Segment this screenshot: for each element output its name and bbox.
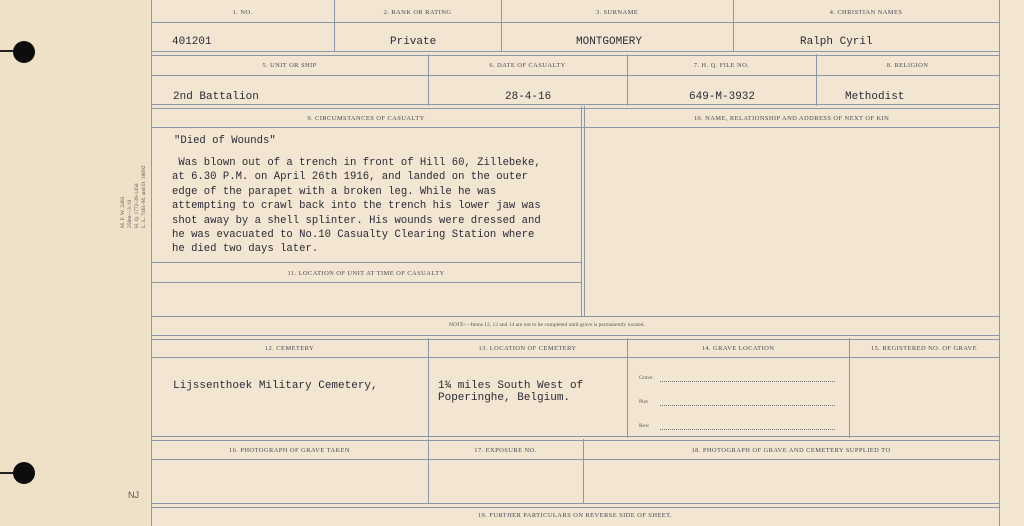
- label-date: 6. DATE OF CASUALTY: [489, 62, 566, 69]
- label-exposure: 17. EXPOSURE NO.: [474, 447, 537, 454]
- label-cemetery: 12. CEMETERY: [264, 345, 315, 352]
- label-registered-no: 15. REGISTERED NO. OF GRAVE: [870, 345, 978, 352]
- divider: [151, 262, 581, 263]
- value-surname: MONTGOMERY: [576, 36, 643, 48]
- punch-hole-bar: [0, 472, 14, 474]
- punch-hole: [13, 462, 35, 484]
- divider: [151, 357, 999, 358]
- grave-dotted-line: [660, 381, 835, 382]
- circumstances-line: shot away by a shell splinter. His wounds were dressed and: [172, 214, 541, 227]
- divider: [627, 338, 628, 438]
- divider: [151, 51, 999, 56]
- label-grave-location: 14. GRAVE LOCATION: [701, 345, 775, 352]
- divider: [849, 338, 850, 438]
- divider: [151, 104, 999, 109]
- value-religion: Methodist: [845, 91, 905, 103]
- divider: [151, 459, 999, 460]
- divider: [151, 503, 999, 508]
- circumstances-heading: "Died of Wounds": [174, 135, 276, 147]
- value-rank: Private: [390, 36, 437, 48]
- value-hq-file: 649-M-3932: [689, 91, 756, 103]
- divider: [501, 0, 502, 52]
- label-unit: 5. UNIT OR SHIP: [262, 62, 317, 69]
- left-margin: [0, 0, 150, 526]
- value-unit: 2nd Battalion: [173, 91, 259, 103]
- note-text: NOTE:—Items 12, 13 and 14 are not to be completed until grave is permanently located.: [449, 322, 645, 328]
- label-rank: 2. RANK OR RATING: [383, 9, 452, 16]
- divider: [334, 0, 335, 52]
- divider: [151, 75, 999, 76]
- label-further-particulars: 19. FURTHER PARTICULARS ON REVERSE SIDE OF SHEET.: [477, 512, 673, 519]
- label-photo-grave: 16. PHOTOGRAPH OF GRAVE TAKEN: [228, 447, 351, 454]
- label-location-cemetery: 13. LOCATION OF CEMETERY: [478, 345, 577, 352]
- circumstances-line: he was evacuated to No.10 Casualty Clearing Station where: [172, 229, 535, 242]
- divider: [584, 106, 585, 316]
- label-christian-names: 4. CHRISTIAN NAMES: [829, 9, 903, 16]
- label-no: 1. NO.: [232, 9, 253, 16]
- label-circumstances: 9. CIRCUMSTANCES OF CASUALTY: [307, 115, 425, 122]
- punch-hole-bar: [0, 50, 14, 52]
- value-cemetery: Lijssenthoek Military Cemetery,: [173, 380, 378, 392]
- divider: [151, 436, 999, 441]
- punch-hole: [13, 41, 35, 63]
- label-location-unit: 11. LOCATION OF UNIT AT TIME OF CASUALTY: [287, 270, 445, 277]
- divider: [151, 316, 999, 317]
- frame-right-line: [999, 0, 1000, 526]
- circumstances-text: [172, 156, 541, 257]
- label-surname: 3. SURNAME: [595, 9, 639, 16]
- row-label: Row: [639, 423, 650, 429]
- label-photo-supplied: 18. PHOTOGRAPH OF GRAVE AND CEMETERY SUPPLIED TO: [691, 447, 891, 454]
- divider: [733, 0, 734, 52]
- divider: [151, 282, 581, 283]
- clerk-initials: NJ: [128, 490, 139, 500]
- label-next-of-kin: 10. NAME, RELATIONSHIP AND ADDRESS OF NEXT OF KIN: [693, 115, 890, 122]
- divider: [581, 106, 582, 316]
- grave-label: Grave: [639, 375, 653, 381]
- divider: [151, 335, 999, 340]
- value-location-cemetery-line1: 1¾ miles South West of: [438, 380, 584, 392]
- value-no: 401201: [172, 36, 212, 48]
- circumstances-line: attempting to crawl back into the trench his lower jaw was: [172, 200, 541, 213]
- circumstances-line: at 6.30 P.M. on April 26th 1916, and landed on the outer: [172, 171, 529, 184]
- value-location-cemetery-line2: Poperinghe, Belgium.: [438, 392, 571, 404]
- circumstances-line: he died two days later.: [172, 243, 319, 256]
- value-date: 28-4-16: [505, 91, 552, 103]
- circumstances-line: edge of the parapet with a broken leg. While he was: [172, 185, 497, 198]
- label-hq-file: 7. H. Q. FILE NO.: [693, 62, 750, 69]
- divider: [151, 127, 999, 128]
- circumstances-line: Was blown out of a trench in front of Hill 60, Zillebeke,: [172, 157, 541, 169]
- value-christian-names: Ralph Cyril: [800, 36, 873, 48]
- label-religion: 8. RELIGION: [886, 62, 929, 69]
- row-dotted-line: [660, 429, 835, 430]
- plot-dotted-line: [660, 405, 835, 406]
- divider: [151, 22, 999, 23]
- divider: [428, 338, 429, 438]
- form-code: M. F. W. 2463 250m—3-18 H. Q. 1772-39-1458 L. L. 7461-M. and D. 18692: [120, 165, 147, 228]
- plot-label: Plot: [639, 399, 648, 405]
